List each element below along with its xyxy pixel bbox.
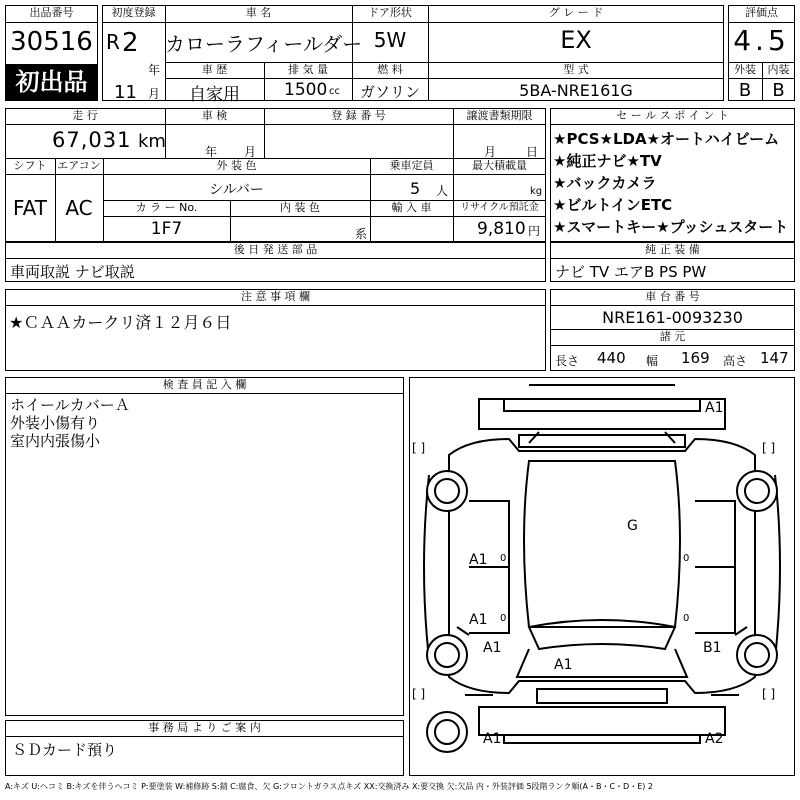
selling-point: ★ビルトインETC	[553, 196, 673, 214]
grade: EX	[560, 26, 592, 54]
interior-color-label: 内 装 色	[280, 201, 320, 214]
recycle-label: リサイクル預託金	[460, 202, 539, 213]
color-no-label: カ ラ ー No.	[135, 201, 198, 214]
mark-bottom-left: A1	[483, 731, 502, 747]
later-parts-label: 後 日 発 送 部 品	[233, 243, 318, 256]
height: 147	[760, 349, 789, 367]
reg-year: 2	[122, 28, 139, 58]
mark-glass: G	[627, 518, 638, 534]
inspector-line: ホイールカバーＡ	[10, 396, 130, 414]
mark-right-wheel: B1	[703, 640, 722, 656]
inspector-line: 外装小傷有り	[10, 414, 101, 432]
mileage-unit: km	[138, 131, 166, 152]
notes-label: 注 意 事 項 欄	[241, 290, 310, 303]
inspector-label: 検 査 員 記 入 欄	[162, 378, 247, 391]
bracket-marker: [ ]	[762, 687, 776, 701]
capacity-label: 乗車定員	[389, 159, 434, 172]
exterior-grade: B	[738, 80, 752, 101]
first-reg-label: 初度登録	[111, 6, 156, 19]
month-unit: 月	[148, 87, 161, 101]
mark-left-front-door: A1	[469, 552, 488, 568]
mark-left-rear-door: A1	[469, 612, 488, 628]
length-label: 長さ	[555, 354, 580, 368]
door-type: 5W	[373, 28, 407, 52]
inspection-year-unit: 年	[205, 145, 218, 159]
color-no: 1F7	[150, 219, 183, 239]
model-code-label: 型 式	[563, 63, 589, 76]
selling-point: ★PCS★LDA★オートハイビーム	[553, 130, 780, 148]
zero-marker: 0	[500, 553, 507, 564]
selling-point: ★純正ナビ★TV	[553, 152, 662, 170]
load-unit: kg	[530, 186, 543, 197]
mark-hood: A1	[554, 657, 573, 673]
zero-marker: 0	[683, 613, 690, 624]
inspection-month-unit: 月	[244, 145, 257, 159]
lot-label: 出品番号	[29, 6, 74, 19]
interior-color-unit: 系	[355, 227, 368, 241]
mark-left-wheel: A1	[483, 640, 502, 656]
chassis-label: 車 台 番 号	[645, 290, 700, 303]
length: 440	[597, 349, 626, 367]
zero-marker: 0	[683, 553, 690, 564]
selling-point: ★スマートキー★プッシュスタート	[553, 218, 789, 236]
model-code: 5BA-NRE161G	[519, 81, 633, 100]
chassis-number: NRE161-0093230	[602, 308, 743, 327]
equipment-value: ナビ TV エアB PS PW	[555, 263, 707, 281]
transfer-month-unit: 月	[484, 145, 497, 159]
capacity-unit: 人	[436, 184, 449, 198]
dims-label: 諸 元	[659, 330, 686, 343]
width: 169	[681, 349, 710, 367]
selling-points-label: セ ー ル ス ポ イ ン ト	[616, 109, 729, 122]
car-outline-drawing	[409, 377, 795, 776]
interior-grade: B	[772, 80, 785, 101]
door-label: ドア形状	[368, 6, 412, 19]
later-parts-value: 車両取説 ナビ取説	[10, 263, 135, 281]
shift-label: シフト	[13, 159, 47, 172]
notes-value: ★ＣＡＡカークリ済１２月６日	[9, 313, 232, 332]
office-value: ＳＤカード預り	[12, 741, 118, 759]
exterior-label: 外装	[734, 63, 756, 76]
ac: AC	[65, 196, 93, 220]
displacement-label: 排 気 量	[288, 63, 328, 76]
transfer-label: 譲渡書類期限	[466, 109, 533, 122]
bracket-marker: [ ]	[412, 687, 426, 701]
legend: A:キズ U:ヘコミ B:キズを伴うヘコミ P:要塗装 W:補修跡 S:錆 C:腐食、欠 G:フロントガラス点キズ XX:交換済み X:要交換 欠:欠品 内・外装評価 5段階ランク順(A・B・C・D・E) 2	[5, 782, 654, 791]
first-listing-text: 初出品	[15, 68, 88, 96]
year-unit: 年	[148, 63, 161, 77]
inspection-label: 車 検	[201, 109, 228, 122]
car-name-label: 車 名	[245, 6, 272, 19]
inspector-line: 室内内張傷小	[10, 432, 101, 450]
interior-label: 内装	[767, 63, 790, 76]
mileage-label: 走 行	[72, 109, 98, 122]
color: シルバー	[209, 182, 264, 198]
office-label: 事 務 局 よ り ご 案 内	[148, 721, 261, 734]
recycle-unit: 円	[528, 224, 541, 238]
mark-top-right: A1	[705, 400, 724, 416]
reg-month: 11	[114, 82, 137, 103]
bracket-marker: [ ]	[412, 441, 426, 455]
history: 自家用	[189, 85, 240, 105]
mark-bottom-right: A2	[705, 731, 724, 747]
car-name: カローラフィールダー	[165, 32, 363, 56]
equipment-label: 純 正 装 備	[645, 243, 700, 256]
plate-label: 登 録 番 号	[331, 109, 386, 122]
capacity: 5	[410, 179, 421, 198]
recycle: 9,810	[477, 219, 526, 239]
zero-marker: 0	[500, 613, 507, 624]
displacement: 1500	[284, 80, 328, 100]
shift: FAT	[12, 196, 47, 220]
load-label: 最大積載量	[472, 159, 527, 172]
selling-point: ★バックカメラ	[553, 174, 657, 192]
era: R	[106, 30, 120, 54]
score: 4.5	[733, 24, 790, 57]
lot-number: 30516	[10, 27, 93, 57]
mileage: 67,031	[52, 128, 132, 152]
color-label: 外 装 色	[216, 159, 257, 172]
fuel: ガソリン	[359, 83, 420, 101]
bracket-marker: [ ]	[762, 441, 776, 455]
history-label: 車 歴	[201, 63, 228, 76]
height-label: 高さ	[723, 354, 748, 368]
import-label: 輸 入 車	[391, 201, 432, 214]
transfer-day-unit: 日	[526, 145, 539, 159]
width-label: 幅	[646, 354, 659, 368]
grade-label: グ レ ー ド	[548, 6, 604, 19]
ac-label: エアコン	[57, 159, 101, 172]
displacement-unit: cc	[329, 86, 340, 97]
fuel-label: 燃 料	[377, 63, 403, 76]
score-label: 評価点	[745, 6, 778, 19]
